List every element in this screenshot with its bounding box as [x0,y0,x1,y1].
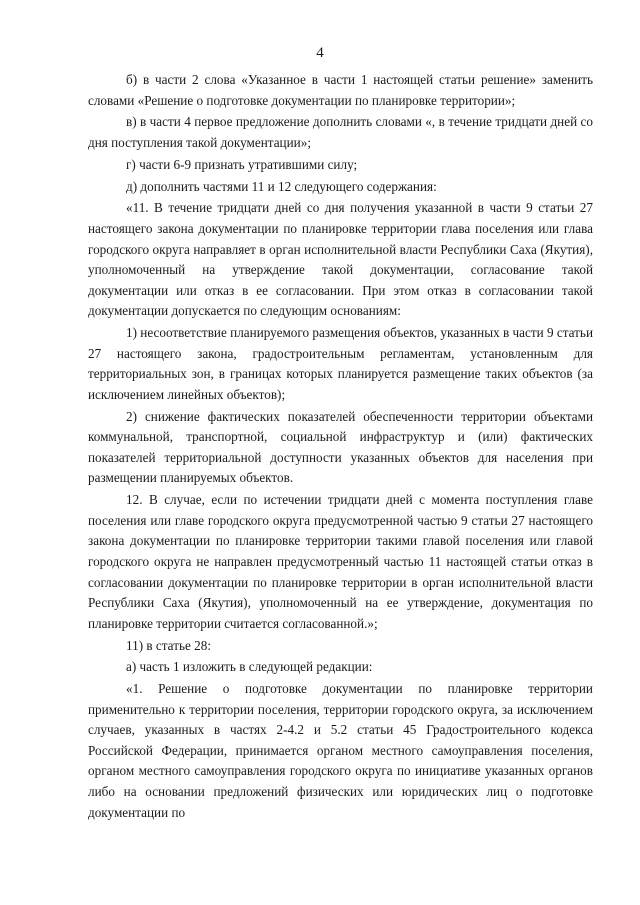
document-body [88,70,593,824]
page-number: 4 [316,45,324,61]
paragraph-d: д) дополнить частями 11 и 12 следующего содержания: [126,178,437,194]
paragraph-item-11: 11) в статье 28: [126,637,211,653]
paragraph-ground-2: 2) снижение фактических показателей обеспеченности территории объектами коммунальной, транспортной, социальной инфраструктур и (или) фактических показателей территориальной доступности указанных объектов для населения при размещении планируемых объектов. [88,408,593,486]
paragraph-g: г) части 6-9 признать утратившими силу; [126,156,358,172]
paragraph-item-a: а) часть 1 изложить в следующей редакции: [126,659,373,675]
paragraph-part-12: 12. В случае, если по истечении тридцати дней с момента поступления главе поселения или главе городского округа предусмотренной частью 9 статьи 27 настоящего закона документации по планировке территории такими главой поселения или главой городского округа не направлен предусмотренный частью 11 настоящей статьи отказ в согласовании документации по планировке территории в орган исполнительной власти Республики Саха (Якутия), уполномоченный на ее утверждение, документация по планировке территории считается согласованной.»; [88,492,593,631]
paragraph-part-1-new: «1. Решение о подготовке документации по планировке территории применительно к территории поселения, территории городского округа, за исключением случаев, указанных в частях 2-4.2 и 5.2 статьи 45 Градостроительного кодекса Российской Федерации, принимается органом местного самоуправления поселения, органом местного самоуправления городского округа по инициативе указанных органов либо на основании предложений физических или юридических лиц о подготовке документации по [88,681,593,820]
paragraph-part-11: «11. В течение тридцати дней со дня получения указанной в части 9 статьи 27 настоящего закона документации по планировке территории глава поселения или глава городского округа направляет в орган исполнительной власти Республики Саха (Якутия), уполномоченный на утверждение такой документации, согласование такой документации или отказ в ее согласовании. При этом отказ в согласовании такой документации допускается по следующим основаниям: [88,200,593,319]
paragraph-v: в) в части 4 первое предложение дополнить словами «, в течение тридцати дней со дня поступления такой документации»; [88,114,593,150]
paragraph-b: б) в части 2 слова «Указанное в части 1 настоящей статьи решение» заменить словами «Решение о подготовке документации по планировке территории»; [88,72,593,108]
paragraph-ground-1: 1) несоответствие планируемого размещения объектов, указанных в части 9 статьи 27 настоящего закона, градостроительным регламентам, установленным для территориальных зон, в границах которых планируется размещение таких объектов (за исключением линейных объектов); [88,325,593,402]
